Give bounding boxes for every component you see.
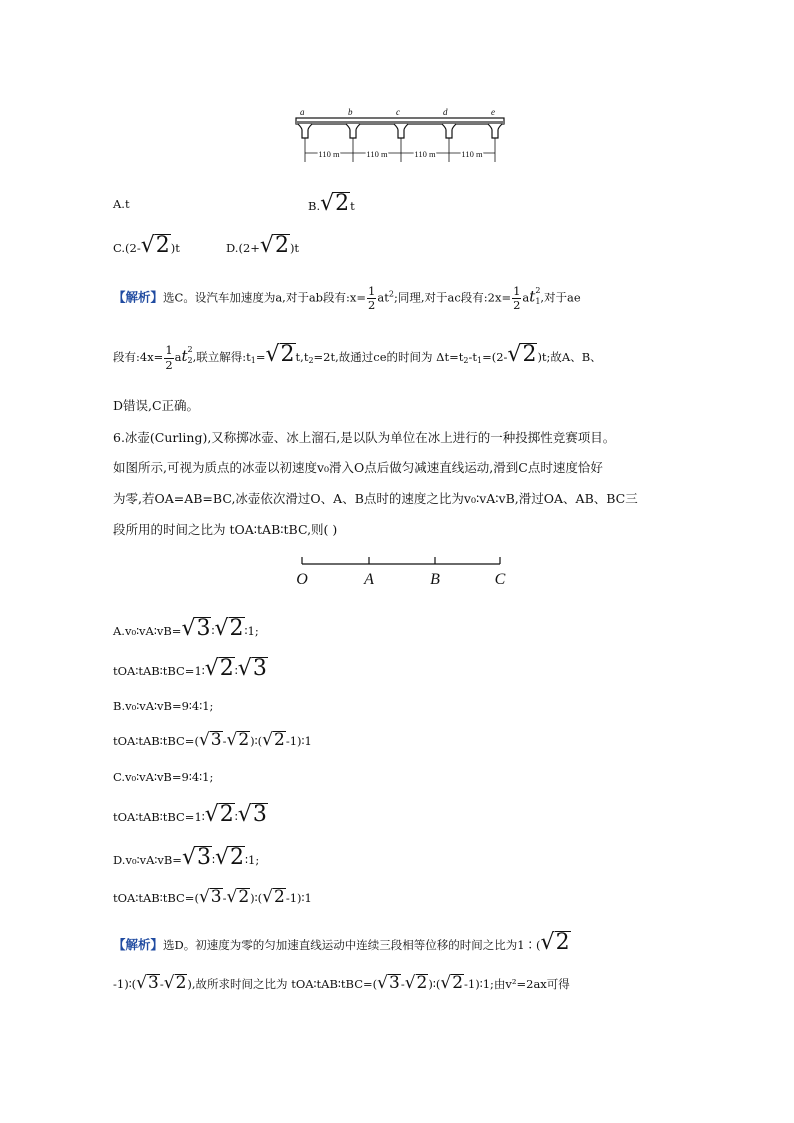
q6-text-line-2: 如图所示,可视为质点的冰壶以初速度v₀滑入O点后做匀减速直线运动,滑到C点时速度恰好 — [113, 460, 603, 475]
q6-option-b-time: tOA∶tAB∶tBC=(√3-√2)∶(√2-1)∶1 — [113, 730, 312, 750]
sqrt-symbol: √2 — [320, 191, 350, 216]
text: -1)∶( — [113, 977, 137, 991]
text: ,联立解得:t — [192, 350, 251, 364]
q5-solution-line-1: 【解析】选C。设汽车加速度为a,对于ab段有:x= $\frac{1}{2}$ $at^2$;同理,对于ac段有:2x= $\frac{1}{2}$ at $_{2 1}$,对于ae — [113, 284, 581, 313]
text: ;同理,对于ac段有:2x= — [393, 290, 512, 305]
fraction-half: $\frac{1}{2}$ — [513, 284, 521, 313]
text: tOA∶tAB∶tBC=1∶ — [113, 810, 205, 824]
point-label-b: B — [430, 571, 440, 588]
bridge-figure — [292, 106, 508, 166]
text: at — [377, 290, 389, 305]
option-c-prefix: C.(2- — [113, 241, 141, 255]
q6-option-a-time: tOA∶tAB∶tBC=1∶√2∶√3 — [113, 656, 267, 681]
text: ),故所求时间之比为 tOA∶tAB∶tBC=( — [187, 977, 378, 991]
q6-solution-line-1: 【解析】选D。初速度为零的匀加速直线运动中连续三段相等位移的时间之比为1∶(√2 — [113, 930, 570, 955]
q6-text-line-3: 为零,若OA=AB=BC,冰壶依次滑过O、A、B点时的速度之比为v₀∶vA∶vB,滑过OA、AB、BC三 — [113, 491, 638, 506]
point-label-a: A — [364, 571, 374, 588]
q6-text-line-4: 段所用的时间之比为 tOA∶tAB∶tBC,则( ) — [113, 522, 338, 537]
text: ,对于ae — [540, 290, 581, 305]
option-d-suffix: )t — [289, 241, 300, 255]
option-a[interactable]: A.t — [113, 197, 130, 211]
sqrt-symbol: √2 — [140, 233, 170, 258]
text: tOA∶tAB∶tBC=1∶ — [113, 664, 205, 678]
sqrt-symbol: √2 — [259, 233, 289, 258]
point-label-a: a — [300, 107, 305, 117]
distance-label-de: 110 m — [461, 149, 483, 159]
point-label-c: c — [396, 107, 400, 117]
option-b-prefix: B. — [308, 199, 321, 213]
fraction-half: $\frac{1}{2}$ — [165, 343, 173, 372]
option-d-prefix: D.(2+ — [226, 241, 260, 255]
distance-label-bc: 110 m — [366, 149, 388, 159]
q6-option-b-velocity[interactable]: B.v₀∶vA∶vB=9∶4∶1; — [113, 699, 214, 713]
option-d[interactable] — [226, 233, 299, 258]
text: A.v₀∶vA∶vB= — [113, 624, 182, 638]
sqrt-symbol: √2 — [265, 342, 295, 367]
q6-option-c-time: tOA∶tAB∶tBC=1∶√2∶√3 — [113, 802, 267, 827]
text: t,t — [295, 350, 309, 364]
text: 选C。设汽车加速度为a,对于ab段有:x= — [163, 290, 367, 305]
fraction-half: $\frac{1}{2}$ — [368, 284, 376, 313]
option-b-suffix: t — [350, 199, 355, 213]
solution-label: 【解析】 — [113, 937, 164, 952]
point-label-e: e — [491, 107, 495, 117]
q6-solution-line-2: -1)∶(√3-√2),故所求时间之比为 tOA∶tAB∶tBC=(√3-√2)∶(√2-1)∶1;由v²=2ax可得 — [113, 973, 570, 993]
text: D.v₀∶vA∶vB= — [113, 853, 182, 867]
q6-option-d-time: tOA∶tAB∶tBC=(√3-√2)∶(√2-1)∶1 — [113, 887, 312, 907]
text: )t;故A、B、 — [537, 350, 602, 364]
text: tOA∶tAB∶tBC=( — [113, 734, 199, 748]
q5-solution-line-2: 段有:4x= $\frac{1}{2}$ at $_{2 2}$,联立解得$:t_1=√2t,t_2=2t$,故通过ce的时间为 $\Delta t=t_2-t_1=(2-√2)t$;故A、B、 — [113, 342, 602, 372]
q6-option-d-velocity[interactable]: D.v₀∶vA∶vB=√3∶√2∶1; — [113, 845, 260, 870]
text: =(2- — [482, 350, 508, 364]
q6-text-line-1: 6.冰壶(Curling),又称掷冰壶、冰上溜石,是以队为单位在冰上进行的一种投掷性竞赛项目。 — [113, 430, 616, 445]
solution-label: 【解析】 — [113, 289, 164, 305]
text: a — [174, 350, 182, 364]
option-b[interactable] — [308, 191, 355, 216]
distance-label-ab: 110 m — [318, 149, 340, 159]
text: 选D。初速度为零的匀加速直线运动中连续三段相等位移的时间之比为1∶( — [163, 938, 541, 952]
text: = — [255, 350, 266, 364]
text: 段有:4x= — [113, 350, 164, 364]
distance-label-cd: 110 m — [414, 149, 436, 159]
segment-diagram — [290, 552, 510, 588]
q6-option-c-velocity[interactable]: C.v₀∶vA∶vB=9∶4∶1; — [113, 770, 214, 784]
text: tOA∶tAB∶tBC=( — [113, 891, 199, 905]
point-label-d: d — [443, 107, 448, 117]
text: -t — [468, 350, 477, 364]
option-c-suffix: )t — [170, 241, 180, 255]
q5-solution-line-3: D错误,C正确。 — [113, 398, 200, 413]
text: -1)∶1;由v²=2ax可得 — [464, 977, 570, 991]
option-c[interactable] — [113, 233, 180, 258]
point-label-o: O — [296, 571, 308, 588]
point-label-b: b — [348, 107, 353, 117]
point-label-c: C — [494, 571, 506, 588]
sqrt-symbol: √2 — [507, 342, 537, 367]
text: a — [522, 290, 530, 305]
q6-option-a-velocity[interactable]: A.v₀∶vA∶vB=√3∶√2∶1; — [113, 616, 259, 641]
text: =2t,故通过ce的时间为 Δt=t — [313, 350, 464, 364]
